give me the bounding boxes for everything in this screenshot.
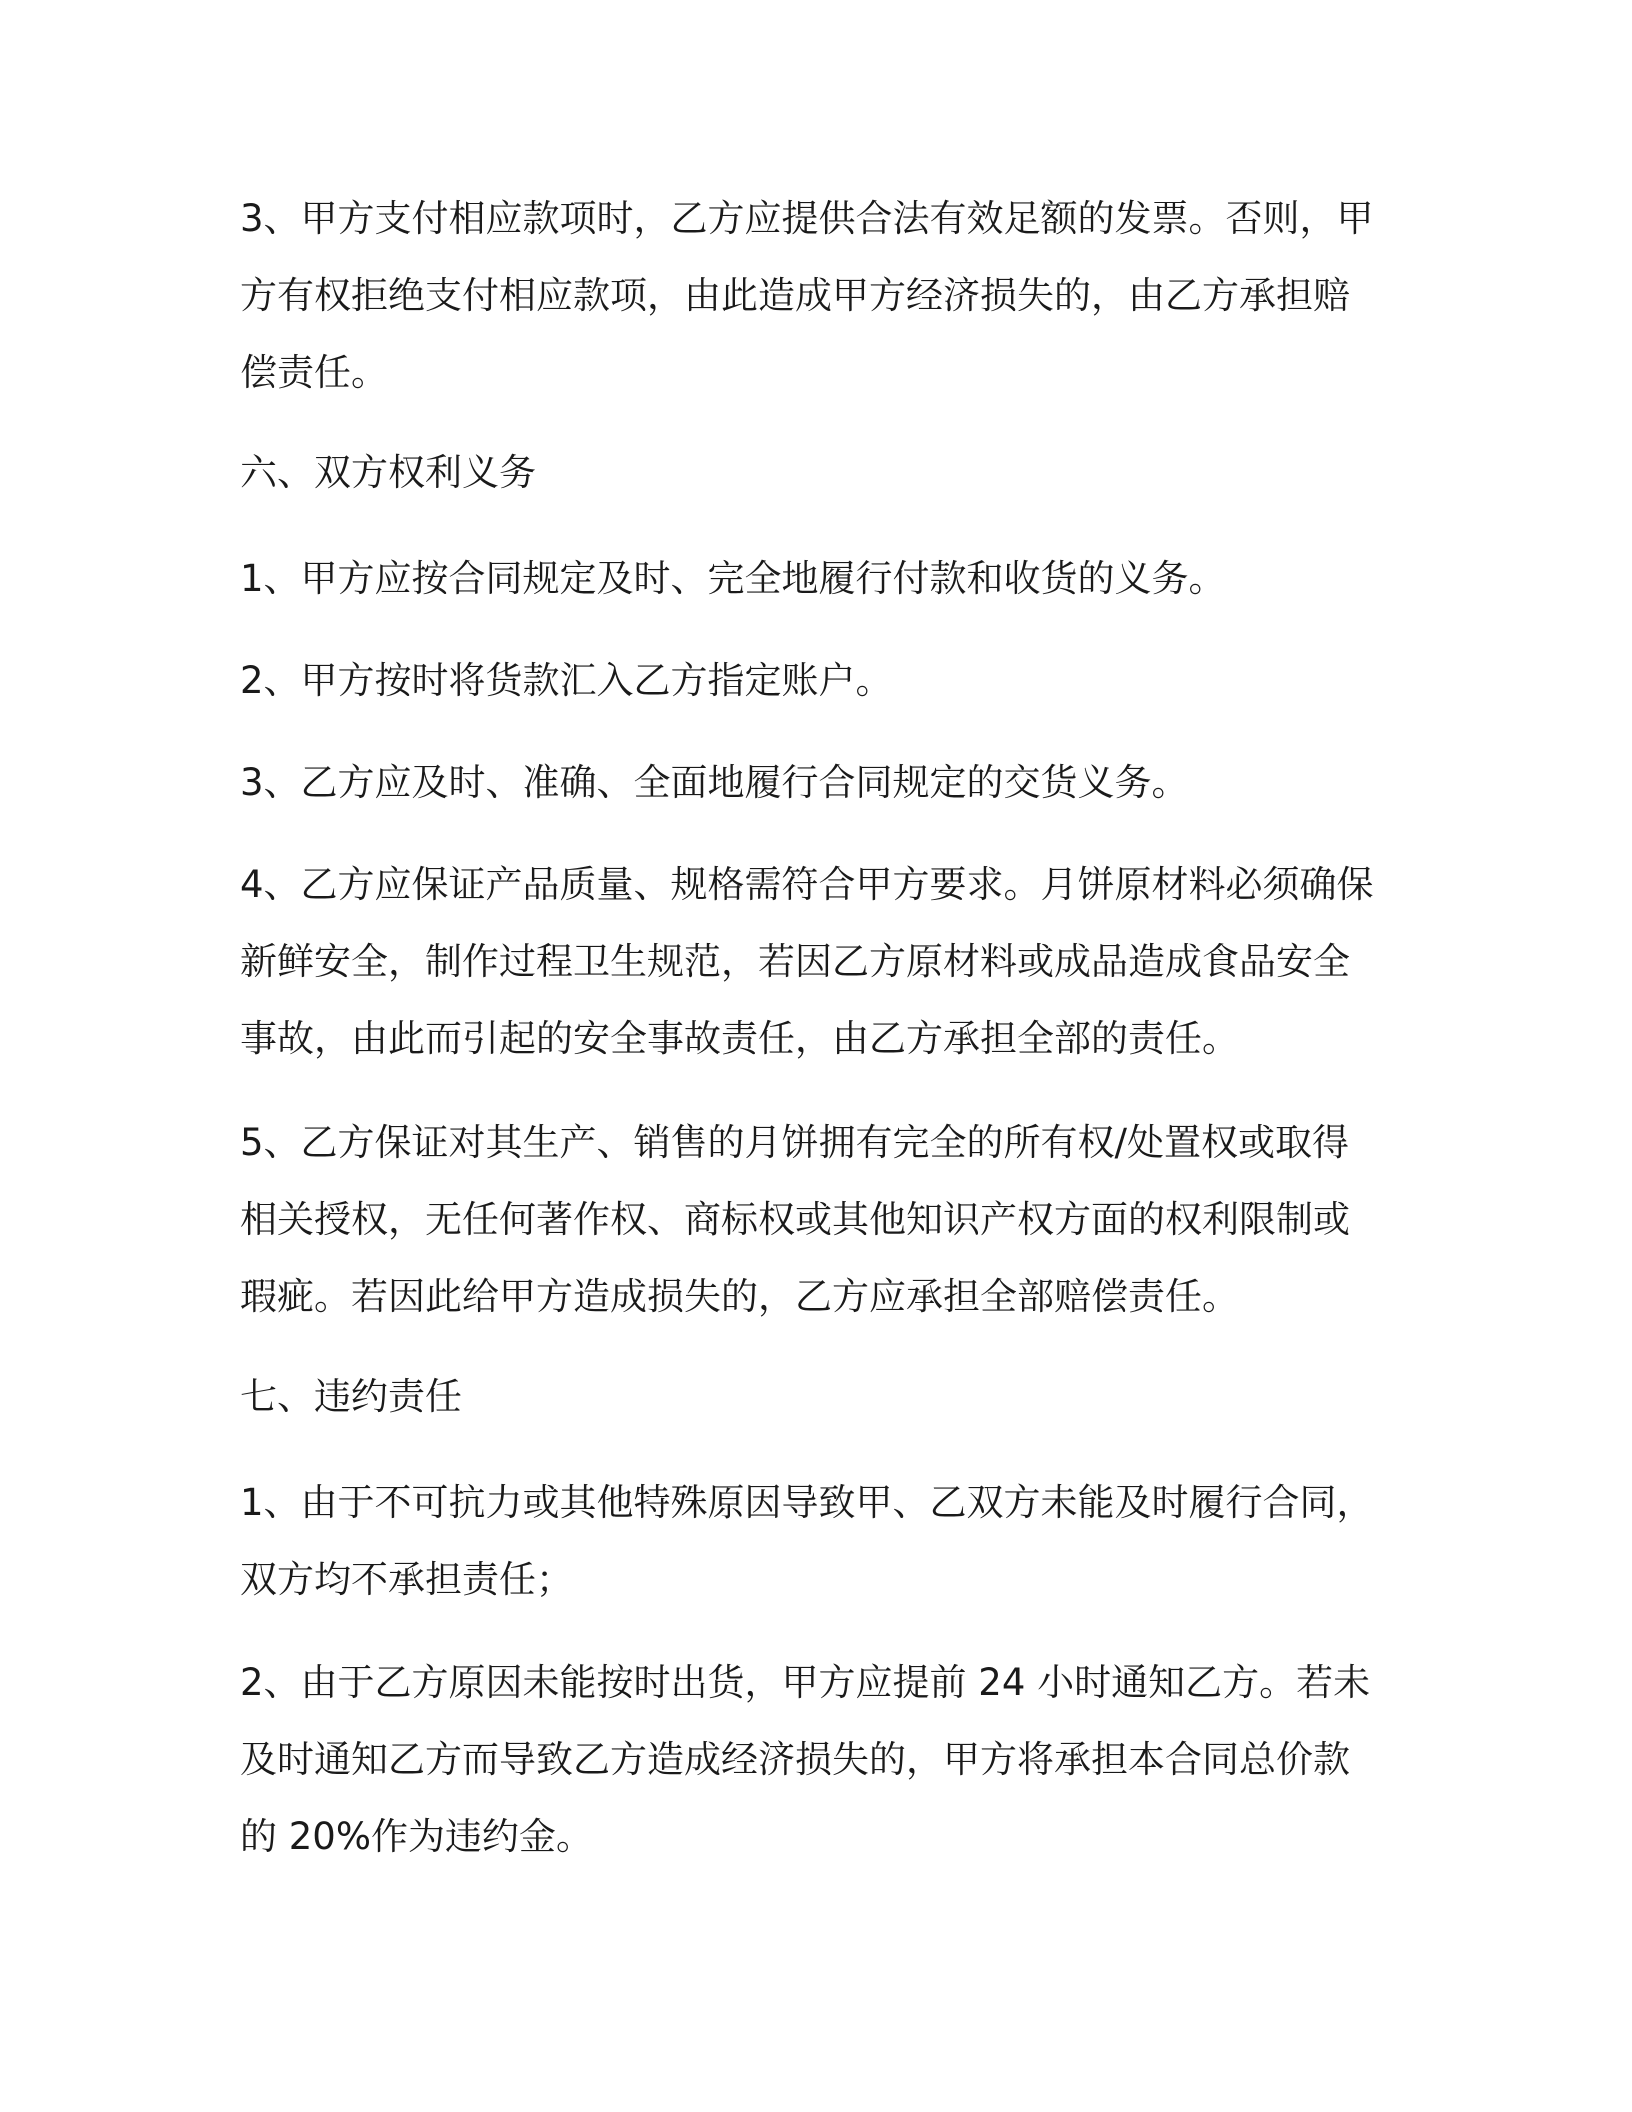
paragraph-line: 3、乙方应及时、准确、全面地履行合同规定的交货义务。 <box>240 761 1189 804</box>
paragraph-line: 2、由于乙方原因未能按时出货，甲方应提前 24 小时通知乙方。若未 <box>240 1661 1371 1704</box>
section-heading <box>240 1358 1380 1435</box>
paragraph-line: 的 20%作为违约金。 <box>240 1815 593 1858</box>
paragraph-line: 偿责任。 <box>240 351 388 394</box>
paragraph-line: 及时通知乙方而导致乙方造成经济损失的，甲方将承担本合同总价款 <box>240 1738 1350 1781</box>
paragraph-line: 5、乙方保证对其生产、销售的月饼拥有完全的所有权/处置权或取得 <box>240 1121 1350 1164</box>
paragraph-line: 1、甲方应按合同规定及时、完全地履行付款和收货的义务。 <box>240 557 1226 600</box>
clause-paragraph <box>240 744 1380 821</box>
clause-paragraph <box>240 1104 1380 1335</box>
paragraph-line: 六、双方权利义务 <box>240 451 536 494</box>
clause-paragraph <box>240 642 1380 719</box>
paragraph-line: 瑕疵。若因此给甲方造成损失的，乙方应承担全部赔偿责任。 <box>240 1275 1239 1318</box>
paragraph-line: 七、违约责任 <box>240 1375 462 1418</box>
paragraph-line: 2、甲方按时将货款汇入乙方指定账户。 <box>240 659 893 702</box>
paragraph-line: 3、甲方支付相应款项时，乙方应提供合法有效足额的发票。否则，甲 <box>240 197 1374 240</box>
paragraph-line: 双方均不承担责任； <box>240 1558 573 1601</box>
clause-paragraph <box>240 540 1380 617</box>
paragraph-line: 事故，由此而引起的安全事故责任，由乙方承担全部的责任。 <box>240 1017 1239 1060</box>
clause-paragraph <box>240 1644 1380 1875</box>
section-heading <box>240 434 1380 511</box>
paragraph-line: 方有权拒绝支付相应款项，由此造成甲方经济损失的，由乙方承担赔 <box>240 274 1350 317</box>
paragraph-line: 新鲜安全，制作过程卫生规范，若因乙方原材料或成品造成食品安全 <box>240 940 1350 983</box>
clause-paragraph <box>240 1464 1380 1618</box>
clause-paragraph <box>240 180 1380 411</box>
paragraph-line: 相关授权，无任何著作权、商标权或其他知识产权方面的权利限制或 <box>240 1198 1350 1241</box>
paragraph-line: 4、乙方应保证产品质量、规格需符合甲方要求。月饼原材料必须确保 <box>240 863 1374 906</box>
paragraph-line: 1、由于不可抗力或其他特殊原因导致甲、乙双方未能及时履行合同， <box>240 1481 1374 1524</box>
clause-paragraph <box>240 846 1380 1077</box>
